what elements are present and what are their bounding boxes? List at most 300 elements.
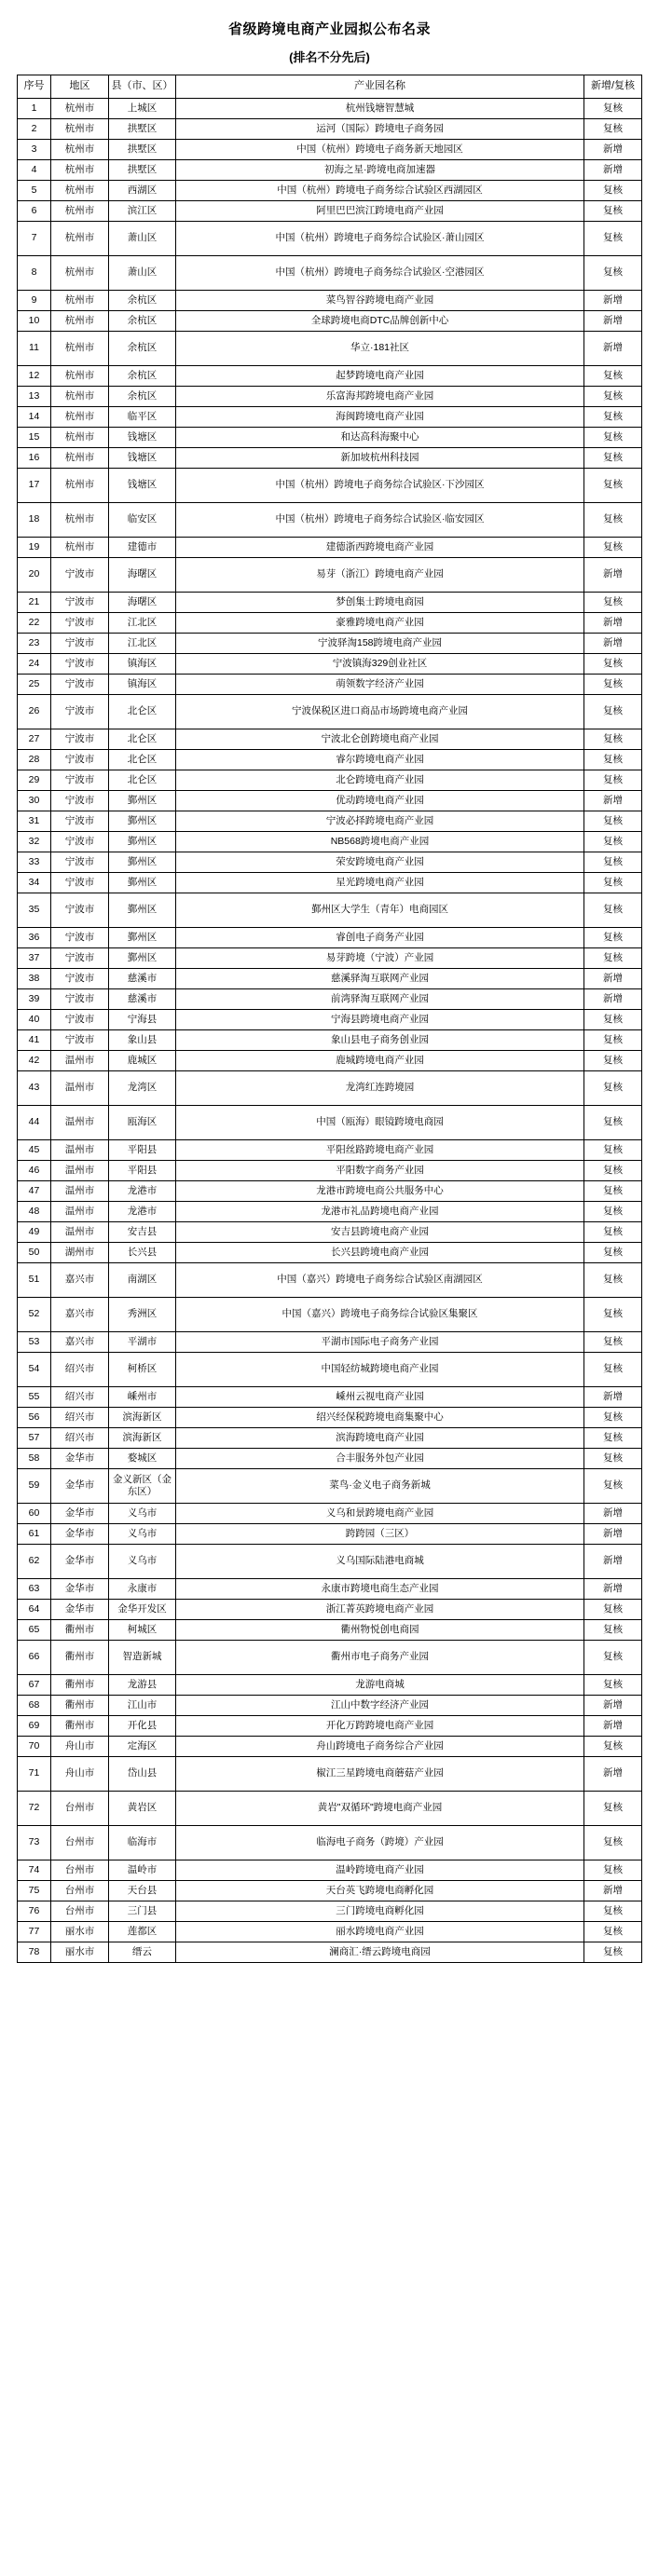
table-row bbox=[18, 872, 642, 893]
cell-no: 65 bbox=[18, 1619, 51, 1640]
cell-no: 73 bbox=[18, 1825, 51, 1860]
cell-no: 21 bbox=[18, 592, 51, 612]
cell-region: 杭州市 bbox=[51, 139, 109, 159]
cell-region: 绍兴市 bbox=[51, 1386, 109, 1407]
table-row bbox=[18, 1386, 642, 1407]
table-row bbox=[18, 180, 642, 200]
cell-type: 复核 bbox=[584, 1674, 642, 1695]
cell-region: 宁波市 bbox=[51, 947, 109, 968]
cell-no: 48 bbox=[18, 1201, 51, 1221]
cell-type: 复核 bbox=[584, 852, 642, 872]
cell-park-name: 中国（杭州）跨境电子商务综合试验区·下沙园区 bbox=[176, 468, 584, 502]
cell-county: 北仑区 bbox=[109, 729, 176, 749]
cell-county: 西湖区 bbox=[109, 180, 176, 200]
cell-county: 金华开发区 bbox=[109, 1599, 176, 1619]
cell-type: 复核 bbox=[584, 1201, 642, 1221]
cell-park-name: 和达高科海聚中心 bbox=[176, 427, 584, 447]
table-row bbox=[18, 612, 642, 633]
cell-park-name: 象山县电子商务创业园 bbox=[176, 1029, 584, 1050]
cell-type: 新增 bbox=[584, 1756, 642, 1791]
cell-no: 5 bbox=[18, 180, 51, 200]
cell-no: 66 bbox=[18, 1640, 51, 1674]
cell-park-name: 中国（杭州）跨境电子商务新天地园区 bbox=[176, 139, 584, 159]
cell-park-name: 天台英飞跨境电商孵化园 bbox=[176, 1880, 584, 1901]
table-row bbox=[18, 852, 642, 872]
table-row bbox=[18, 310, 642, 331]
cell-no: 37 bbox=[18, 947, 51, 968]
cell-county: 南湖区 bbox=[109, 1262, 176, 1297]
table-row bbox=[18, 427, 642, 447]
cell-county: 柯城区 bbox=[109, 1619, 176, 1640]
cell-county: 永康市 bbox=[109, 1578, 176, 1599]
table-row bbox=[18, 988, 642, 1009]
cell-no: 58 bbox=[18, 1448, 51, 1468]
cell-park-name: 杭州钱塘智慧城 bbox=[176, 98, 584, 118]
cell-no: 35 bbox=[18, 893, 51, 927]
cell-region: 嘉兴市 bbox=[51, 1297, 109, 1331]
cell-no: 61 bbox=[18, 1523, 51, 1544]
cell-region: 温州市 bbox=[51, 1070, 109, 1105]
cell-region: 舟山市 bbox=[51, 1756, 109, 1791]
cell-region: 台州市 bbox=[51, 1901, 109, 1921]
cell-type: 复核 bbox=[584, 1331, 642, 1352]
table-row bbox=[18, 1180, 642, 1201]
cell-park-name: 易芽（浙江）跨境电商产业园 bbox=[176, 557, 584, 592]
cell-county: 钱塘区 bbox=[109, 427, 176, 447]
table-row bbox=[18, 1503, 642, 1523]
cell-no: 10 bbox=[18, 310, 51, 331]
table-row bbox=[18, 831, 642, 852]
table-row bbox=[18, 1736, 642, 1756]
cell-type: 复核 bbox=[584, 386, 642, 406]
cell-no: 31 bbox=[18, 811, 51, 831]
cell-type: 新增 bbox=[584, 988, 642, 1009]
cell-type: 复核 bbox=[584, 1860, 642, 1880]
table-row bbox=[18, 1921, 642, 1942]
cell-park-name: 中国（杭州）跨境电子商务综合试验区西湖园区 bbox=[176, 180, 584, 200]
cell-no: 64 bbox=[18, 1599, 51, 1619]
cell-park-name: 宁波北仑创跨境电商产业园 bbox=[176, 729, 584, 749]
table-row bbox=[18, 365, 642, 386]
table-row bbox=[18, 1201, 642, 1221]
cell-no: 44 bbox=[18, 1105, 51, 1139]
cell-no: 39 bbox=[18, 988, 51, 1009]
cell-region: 温州市 bbox=[51, 1201, 109, 1221]
table-row bbox=[18, 255, 642, 290]
cell-type: 复核 bbox=[584, 221, 642, 255]
cell-park-name: 中国（杭州）跨境电子商务综合试验区·萧山园区 bbox=[176, 221, 584, 255]
cell-park-name: 乐富海邦跨境电商产业园 bbox=[176, 386, 584, 406]
cell-no: 42 bbox=[18, 1050, 51, 1070]
cell-county: 金义新区（金东区） bbox=[109, 1468, 176, 1503]
cell-no: 20 bbox=[18, 557, 51, 592]
cell-region: 宁波市 bbox=[51, 729, 109, 749]
cell-park-name: 滨海跨境电商产业园 bbox=[176, 1427, 584, 1448]
cell-county: 龙湾区 bbox=[109, 1070, 176, 1105]
cell-region: 嘉兴市 bbox=[51, 1331, 109, 1352]
cell-park-name: 宁波镇海329创业社区 bbox=[176, 653, 584, 674]
cell-park-name: 睿尔跨境电商产业园 bbox=[176, 749, 584, 770]
cell-type: 复核 bbox=[584, 1468, 642, 1503]
cell-county: 义乌市 bbox=[109, 1523, 176, 1544]
cell-county: 江北区 bbox=[109, 633, 176, 653]
cell-county: 鄞州区 bbox=[109, 790, 176, 811]
cell-region: 杭州市 bbox=[51, 406, 109, 427]
cell-type: 新增 bbox=[584, 633, 642, 653]
cell-type: 复核 bbox=[584, 811, 642, 831]
cell-county: 镇海区 bbox=[109, 674, 176, 694]
cell-no: 28 bbox=[18, 749, 51, 770]
cell-park-name: 绍兴经保税跨境电商集聚中心 bbox=[176, 1407, 584, 1427]
cell-type: 复核 bbox=[584, 180, 642, 200]
cell-park-name: 平阳丝路跨境电商产业园 bbox=[176, 1139, 584, 1160]
table-row bbox=[18, 749, 642, 770]
cell-region: 宁波市 bbox=[51, 872, 109, 893]
cell-park-name: 浙江菁英跨境电商产业园 bbox=[176, 1599, 584, 1619]
table-row bbox=[18, 1029, 642, 1050]
cell-region: 宁波市 bbox=[51, 988, 109, 1009]
cell-county: 平湖市 bbox=[109, 1331, 176, 1352]
cell-type: 复核 bbox=[584, 1262, 642, 1297]
cell-region: 台州市 bbox=[51, 1880, 109, 1901]
cell-no: 27 bbox=[18, 729, 51, 749]
cell-county: 嵊州市 bbox=[109, 1386, 176, 1407]
cell-no: 18 bbox=[18, 502, 51, 537]
table-row bbox=[18, 386, 642, 406]
cell-county: 鄞州区 bbox=[109, 927, 176, 947]
cell-county: 鄞州区 bbox=[109, 852, 176, 872]
table-row bbox=[18, 331, 642, 365]
cell-park-name: 豪雅跨境电商产业园 bbox=[176, 612, 584, 633]
cell-region: 杭州市 bbox=[51, 180, 109, 200]
cell-park-name: 义乌和景跨境电商产业园 bbox=[176, 1503, 584, 1523]
cell-type: 复核 bbox=[584, 729, 642, 749]
cell-region: 宁波市 bbox=[51, 968, 109, 988]
table-row bbox=[18, 968, 642, 988]
cell-region: 宁波市 bbox=[51, 694, 109, 729]
column-header-region: 地区 bbox=[51, 75, 109, 99]
cell-county: 江山市 bbox=[109, 1695, 176, 1715]
cell-park-name: 鹿城跨境电商产业园 bbox=[176, 1050, 584, 1070]
cell-county: 慈溪市 bbox=[109, 988, 176, 1009]
table-row bbox=[18, 557, 642, 592]
cell-type: 复核 bbox=[584, 1640, 642, 1674]
cell-type: 复核 bbox=[584, 893, 642, 927]
cell-no: 63 bbox=[18, 1578, 51, 1599]
cell-region: 嘉兴市 bbox=[51, 1262, 109, 1297]
cell-region: 温州市 bbox=[51, 1160, 109, 1180]
table-row bbox=[18, 290, 642, 310]
cell-park-name: 丽水跨境电商产业园 bbox=[176, 1921, 584, 1942]
cell-no: 74 bbox=[18, 1860, 51, 1880]
cell-region: 金华市 bbox=[51, 1468, 109, 1503]
table-row bbox=[18, 729, 642, 749]
cell-region: 杭州市 bbox=[51, 427, 109, 447]
cell-no: 15 bbox=[18, 427, 51, 447]
cell-county: 温岭市 bbox=[109, 1860, 176, 1880]
table-row bbox=[18, 1407, 642, 1427]
cell-county: 拱墅区 bbox=[109, 118, 176, 139]
table-row bbox=[18, 694, 642, 729]
table-row bbox=[18, 502, 642, 537]
cell-park-name: 中国（瓯海）眼镜跨境电商园 bbox=[176, 1105, 584, 1139]
cell-region: 温州市 bbox=[51, 1180, 109, 1201]
cell-region: 宁波市 bbox=[51, 831, 109, 852]
cell-park-name: 易芽跨境（宁波）产业园 bbox=[176, 947, 584, 968]
cell-county: 钱塘区 bbox=[109, 447, 176, 468]
cell-type: 复核 bbox=[584, 502, 642, 537]
cell-county: 余杭区 bbox=[109, 310, 176, 331]
cell-no: 50 bbox=[18, 1242, 51, 1262]
cell-type: 复核 bbox=[584, 1619, 642, 1640]
cell-type: 复核 bbox=[584, 1221, 642, 1242]
cell-no: 68 bbox=[18, 1695, 51, 1715]
cell-park-name: 临海电子商务（跨境）产业园 bbox=[176, 1825, 584, 1860]
cell-county: 临平区 bbox=[109, 406, 176, 427]
cell-park-name: 阿里巴巴滨江跨境电商产业园 bbox=[176, 200, 584, 221]
cell-region: 绍兴市 bbox=[51, 1427, 109, 1448]
cell-type: 复核 bbox=[584, 1352, 642, 1386]
cell-no: 26 bbox=[18, 694, 51, 729]
cell-no: 38 bbox=[18, 968, 51, 988]
cell-park-name: 龙湾红连跨境园 bbox=[176, 1070, 584, 1105]
cell-no: 33 bbox=[18, 852, 51, 872]
cell-county: 钱塘区 bbox=[109, 468, 176, 502]
cell-county: 拱墅区 bbox=[109, 139, 176, 159]
cell-type: 复核 bbox=[584, 694, 642, 729]
cell-county: 岱山县 bbox=[109, 1756, 176, 1791]
table-row bbox=[18, 537, 642, 557]
table-row bbox=[18, 927, 642, 947]
cell-type: 复核 bbox=[584, 749, 642, 770]
cell-park-name: 衢州物悦创电商园 bbox=[176, 1619, 584, 1640]
cell-county: 上城区 bbox=[109, 98, 176, 118]
cell-county: 鄞州区 bbox=[109, 811, 176, 831]
cell-county: 象山县 bbox=[109, 1029, 176, 1050]
cell-no: 19 bbox=[18, 537, 51, 557]
cell-park-name: 平湖市国际电子商务产业园 bbox=[176, 1331, 584, 1352]
table-row bbox=[18, 1009, 642, 1029]
cell-county: 余杭区 bbox=[109, 331, 176, 365]
cell-type: 新增 bbox=[584, 159, 642, 180]
cell-no: 11 bbox=[18, 331, 51, 365]
cell-county: 北仑区 bbox=[109, 749, 176, 770]
cell-type: 复核 bbox=[584, 1070, 642, 1105]
cell-type: 复核 bbox=[584, 1942, 642, 1962]
table-row bbox=[18, 1791, 642, 1825]
cell-park-name: 北仑跨境电商产业园 bbox=[176, 770, 584, 790]
cell-type: 复核 bbox=[584, 1791, 642, 1825]
cell-region: 宁波市 bbox=[51, 770, 109, 790]
cell-no: 29 bbox=[18, 770, 51, 790]
cell-park-name: 梦创集士跨境电商园 bbox=[176, 592, 584, 612]
cell-region: 金华市 bbox=[51, 1448, 109, 1468]
cell-county: 建德市 bbox=[109, 537, 176, 557]
cell-no: 78 bbox=[18, 1942, 51, 1962]
column-header-park-name: 产业园名称 bbox=[176, 75, 584, 99]
table-body bbox=[18, 98, 642, 1962]
cell-county: 萧山区 bbox=[109, 255, 176, 290]
table-row bbox=[18, 1352, 642, 1386]
cell-park-name: 运河（国际）跨境电子商务园 bbox=[176, 118, 584, 139]
table-row bbox=[18, 221, 642, 255]
cell-park-name: 龙港市跨境电商公共服务中心 bbox=[176, 1180, 584, 1201]
cell-region: 湖州市 bbox=[51, 1242, 109, 1262]
table-row bbox=[18, 1901, 642, 1921]
cell-type: 复核 bbox=[584, 447, 642, 468]
table-row bbox=[18, 200, 642, 221]
cell-no: 9 bbox=[18, 290, 51, 310]
cell-county: 天台县 bbox=[109, 1880, 176, 1901]
cell-region: 杭州市 bbox=[51, 502, 109, 537]
table-row bbox=[18, 811, 642, 831]
cell-region: 温州市 bbox=[51, 1221, 109, 1242]
table-row bbox=[18, 653, 642, 674]
cell-county: 宁海县 bbox=[109, 1009, 176, 1029]
cell-park-name: 中国（杭州）跨境电子商务综合试验区·空港园区 bbox=[176, 255, 584, 290]
cell-county: 平阳县 bbox=[109, 1139, 176, 1160]
column-header-no: 序号 bbox=[18, 75, 51, 99]
cell-type: 新增 bbox=[584, 139, 642, 159]
cell-region: 杭州市 bbox=[51, 386, 109, 406]
cell-no: 70 bbox=[18, 1736, 51, 1756]
cell-type: 复核 bbox=[584, 1901, 642, 1921]
cell-type: 复核 bbox=[584, 1029, 642, 1050]
cell-no: 52 bbox=[18, 1297, 51, 1331]
column-header-county: 县（市、区） bbox=[109, 75, 176, 99]
cell-type: 复核 bbox=[584, 831, 642, 852]
cell-region: 宁波市 bbox=[51, 612, 109, 633]
cell-no: 32 bbox=[18, 831, 51, 852]
cell-type: 复核 bbox=[584, 1599, 642, 1619]
cell-region: 金华市 bbox=[51, 1503, 109, 1523]
cell-county: 余杭区 bbox=[109, 365, 176, 386]
table-row bbox=[18, 1331, 642, 1352]
cell-park-name: 菜鸟·金义电子商务新城 bbox=[176, 1468, 584, 1503]
cell-no: 54 bbox=[18, 1352, 51, 1386]
cell-region: 杭州市 bbox=[51, 365, 109, 386]
cell-county: 秀洲区 bbox=[109, 1297, 176, 1331]
cell-no: 17 bbox=[18, 468, 51, 502]
cell-county: 滨海新区 bbox=[109, 1407, 176, 1427]
cell-type: 新增 bbox=[584, 1523, 642, 1544]
cell-region: 杭州市 bbox=[51, 98, 109, 118]
cell-no: 3 bbox=[18, 139, 51, 159]
cell-no: 59 bbox=[18, 1468, 51, 1503]
cell-type: 复核 bbox=[584, 770, 642, 790]
cell-park-name: 宁波驿淘158跨境电商产业园 bbox=[176, 633, 584, 653]
cell-county: 余杭区 bbox=[109, 386, 176, 406]
cell-no: 46 bbox=[18, 1160, 51, 1180]
table-row bbox=[18, 1448, 642, 1468]
cell-no: 6 bbox=[18, 200, 51, 221]
cell-region: 杭州市 bbox=[51, 200, 109, 221]
cell-region: 温州市 bbox=[51, 1105, 109, 1139]
cell-region: 宁波市 bbox=[51, 1009, 109, 1029]
cell-no: 69 bbox=[18, 1715, 51, 1736]
cell-type: 新增 bbox=[584, 1695, 642, 1715]
cell-region: 温州市 bbox=[51, 1139, 109, 1160]
cell-type: 复核 bbox=[584, 653, 642, 674]
cell-park-name: 起梦跨境电商产业园 bbox=[176, 365, 584, 386]
cell-county: 婺城区 bbox=[109, 1448, 176, 1468]
cell-no: 23 bbox=[18, 633, 51, 653]
cell-park-name: 嵊州云视电商产业园 bbox=[176, 1386, 584, 1407]
cell-no: 60 bbox=[18, 1503, 51, 1523]
cell-county: 海曙区 bbox=[109, 557, 176, 592]
cell-county: 北仑区 bbox=[109, 770, 176, 790]
cell-no: 57 bbox=[18, 1427, 51, 1448]
cell-park-name: 建德浙西跨境电商产业园 bbox=[176, 537, 584, 557]
cell-park-name: 新加坡杭州科技园 bbox=[176, 447, 584, 468]
cell-region: 杭州市 bbox=[51, 221, 109, 255]
table-row bbox=[18, 1070, 642, 1105]
cell-park-name: 澜商汇·缙云跨境电商园 bbox=[176, 1942, 584, 1962]
cell-type: 复核 bbox=[584, 537, 642, 557]
cell-park-name: 海闽跨境电商产业园 bbox=[176, 406, 584, 427]
cell-county: 瓯海区 bbox=[109, 1105, 176, 1139]
industrial-park-table bbox=[17, 75, 642, 1963]
cell-type: 复核 bbox=[584, 592, 642, 612]
cell-park-name: 星光跨境电商产业园 bbox=[176, 872, 584, 893]
cell-no: 76 bbox=[18, 1901, 51, 1921]
cell-region: 衢州市 bbox=[51, 1640, 109, 1674]
cell-no: 2 bbox=[18, 118, 51, 139]
table-row bbox=[18, 1860, 642, 1880]
cell-county: 海曙区 bbox=[109, 592, 176, 612]
cell-park-name: 三门跨境电商孵化园 bbox=[176, 1901, 584, 1921]
table-row bbox=[18, 1523, 642, 1544]
cell-region: 衢州市 bbox=[51, 1715, 109, 1736]
cell-type: 复核 bbox=[584, 1921, 642, 1942]
cell-park-name: 前湾驿淘互联网产业园 bbox=[176, 988, 584, 1009]
cell-no: 47 bbox=[18, 1180, 51, 1201]
cell-type: 新增 bbox=[584, 1578, 642, 1599]
cell-type: 复核 bbox=[584, 255, 642, 290]
cell-region: 杭州市 bbox=[51, 447, 109, 468]
cell-county: 鄞州区 bbox=[109, 872, 176, 893]
cell-county: 鄞州区 bbox=[109, 947, 176, 968]
table-row bbox=[18, 1160, 642, 1180]
cell-region: 绍兴市 bbox=[51, 1407, 109, 1427]
table-row bbox=[18, 1544, 642, 1578]
cell-region: 温州市 bbox=[51, 1050, 109, 1070]
cell-no: 62 bbox=[18, 1544, 51, 1578]
cell-no: 7 bbox=[18, 221, 51, 255]
cell-type: 新增 bbox=[584, 1544, 642, 1578]
cell-county: 余杭区 bbox=[109, 290, 176, 310]
cell-park-name: 开化万跨跨境电商产业园 bbox=[176, 1715, 584, 1736]
table-row bbox=[18, 1221, 642, 1242]
cell-no: 14 bbox=[18, 406, 51, 427]
cell-type: 复核 bbox=[584, 118, 642, 139]
cell-type: 复核 bbox=[584, 1427, 642, 1448]
cell-region: 金华市 bbox=[51, 1578, 109, 1599]
cell-no: 36 bbox=[18, 927, 51, 947]
cell-no: 22 bbox=[18, 612, 51, 633]
cell-type: 新增 bbox=[584, 310, 642, 331]
cell-park-name: 平阳数字商务产业园 bbox=[176, 1160, 584, 1180]
table-row bbox=[18, 139, 642, 159]
cell-type: 复核 bbox=[584, 1009, 642, 1029]
cell-region: 金华市 bbox=[51, 1544, 109, 1578]
table-row bbox=[18, 947, 642, 968]
cell-county: 鄞州区 bbox=[109, 831, 176, 852]
cell-county: 黄岩区 bbox=[109, 1791, 176, 1825]
cell-no: 40 bbox=[18, 1009, 51, 1029]
table-row bbox=[18, 1050, 642, 1070]
table-row bbox=[18, 674, 642, 694]
